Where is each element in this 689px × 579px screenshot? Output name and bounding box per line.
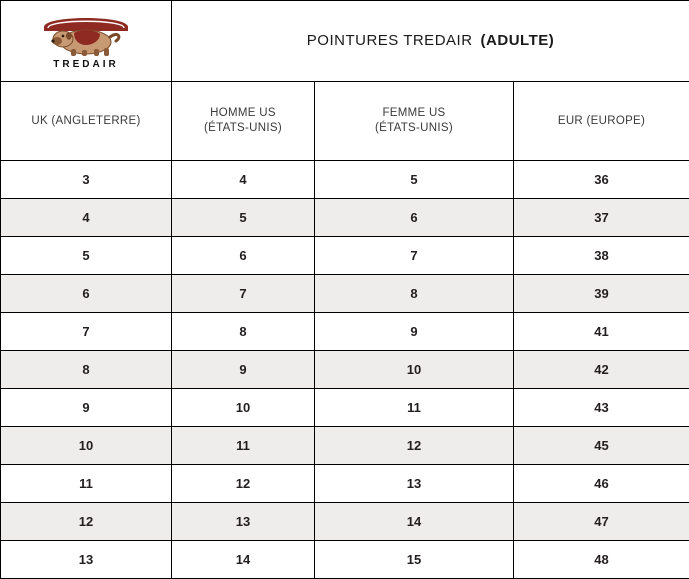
cell-uk: 11 bbox=[1, 465, 172, 503]
header-top-row bbox=[1, 1, 689, 82]
cell-eur: 46 bbox=[514, 465, 689, 503]
cell-uk: 4 bbox=[1, 199, 172, 237]
cell-homme-us: 6 bbox=[172, 237, 315, 275]
cell-eur: 37 bbox=[514, 199, 689, 237]
cell-eur: 39 bbox=[514, 275, 689, 313]
cell-uk: 12 bbox=[1, 503, 172, 541]
column-header-uk-line1: UK (ANGLETERRE) bbox=[1, 114, 171, 129]
cell-eur: 45 bbox=[514, 427, 689, 465]
column-header-homme-us-line2: (ÉTATS-UNIS) bbox=[172, 121, 314, 136]
cell-eur: 42 bbox=[514, 351, 689, 389]
table-row bbox=[1, 237, 689, 275]
table-row bbox=[1, 427, 689, 465]
cell-uk: 5 bbox=[1, 237, 172, 275]
cell-uk: 7 bbox=[1, 313, 172, 351]
column-header-femme-us bbox=[315, 82, 514, 161]
cell-femme-us: 8 bbox=[315, 275, 514, 313]
cell-homme-us: 11 bbox=[172, 427, 315, 465]
cell-eur: 47 bbox=[514, 503, 689, 541]
brand-wordmark: TREDAIR bbox=[26, 57, 146, 71]
column-header-homme-us-line1: HOMME US bbox=[172, 106, 314, 121]
cell-femme-us: 12 bbox=[315, 427, 514, 465]
tredair-dog-logo-icon bbox=[30, 11, 142, 57]
cell-eur: 48 bbox=[514, 541, 689, 579]
chart-title-emphasis: (ADULTE) bbox=[481, 32, 555, 49]
table-row bbox=[1, 541, 689, 579]
cell-femme-us: 13 bbox=[315, 465, 514, 503]
cell-uk: 13 bbox=[1, 541, 172, 579]
cell-eur: 41 bbox=[514, 313, 689, 351]
table-row bbox=[1, 161, 689, 199]
cell-homme-us: 8 bbox=[172, 313, 315, 351]
table-row bbox=[1, 389, 689, 427]
column-header-row bbox=[1, 82, 689, 161]
cell-femme-us: 11 bbox=[315, 389, 514, 427]
cell-uk: 10 bbox=[1, 427, 172, 465]
table-row bbox=[1, 503, 689, 541]
table-row bbox=[1, 313, 689, 351]
cell-uk: 9 bbox=[1, 389, 172, 427]
cell-homme-us: 7 bbox=[172, 275, 315, 313]
column-header-uk bbox=[1, 82, 172, 161]
table-row bbox=[1, 199, 689, 237]
cell-eur: 38 bbox=[514, 237, 689, 275]
column-header-eur-line1: EUR (EUROPE) bbox=[514, 114, 689, 129]
chart-title: POINTURES TREDAIR bbox=[307, 32, 473, 49]
cell-uk: 8 bbox=[1, 351, 172, 389]
cell-homme-us: 10 bbox=[172, 389, 315, 427]
cell-homme-us: 9 bbox=[172, 351, 315, 389]
cell-homme-us: 12 bbox=[172, 465, 315, 503]
cell-uk: 6 bbox=[1, 275, 172, 313]
column-header-eur bbox=[514, 82, 689, 161]
column-header-homme-us bbox=[172, 82, 315, 161]
cell-uk: 3 bbox=[1, 161, 172, 199]
table-row bbox=[1, 351, 689, 389]
cell-femme-us: 14 bbox=[315, 503, 514, 541]
cell-femme-us: 6 bbox=[315, 199, 514, 237]
cell-femme-us: 15 bbox=[315, 541, 514, 579]
cell-femme-us: 7 bbox=[315, 237, 514, 275]
cell-femme-us: 9 bbox=[315, 313, 514, 351]
cell-homme-us: 13 bbox=[172, 503, 315, 541]
column-header-femme-us-line1: FEMME US bbox=[315, 106, 513, 121]
table-row bbox=[1, 465, 689, 503]
chart-title-cell bbox=[172, 1, 689, 82]
cell-femme-us: 5 bbox=[315, 161, 514, 199]
cell-homme-us: 5 bbox=[172, 199, 315, 237]
cell-eur: 43 bbox=[514, 389, 689, 427]
cell-homme-us: 4 bbox=[172, 161, 315, 199]
cell-homme-us: 14 bbox=[172, 541, 315, 579]
cell-eur: 36 bbox=[514, 161, 689, 199]
brand-logo-cell bbox=[1, 1, 172, 82]
cell-femme-us: 10 bbox=[315, 351, 514, 389]
table-row bbox=[1, 275, 689, 313]
column-header-femme-us-line2: (ÉTATS-UNIS) bbox=[315, 121, 513, 136]
